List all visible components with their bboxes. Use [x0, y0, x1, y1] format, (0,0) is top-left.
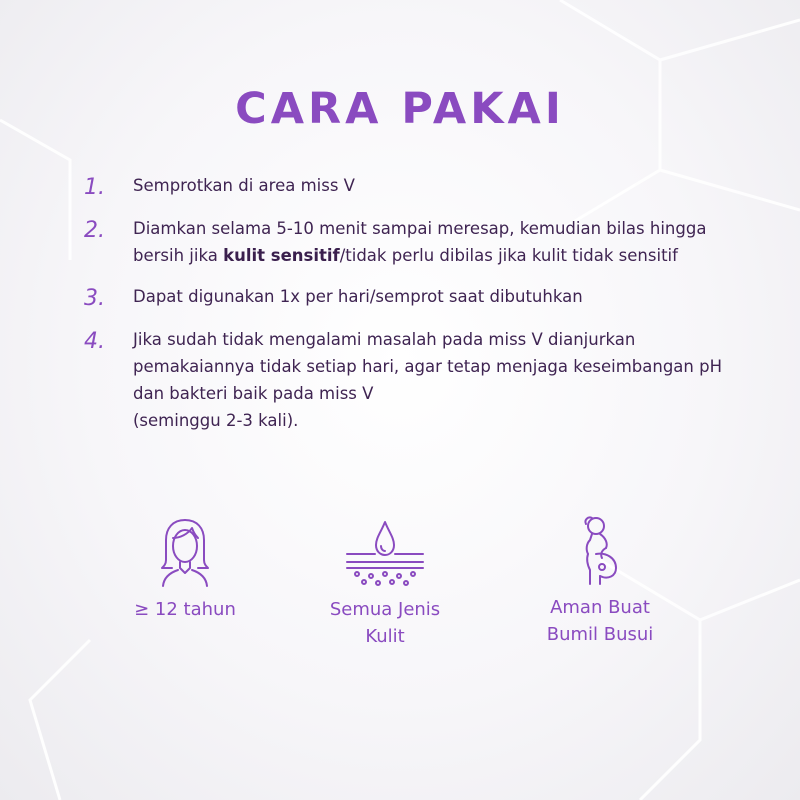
step-text-part: Jika sudah tidak mengalami masalah pada miss V dianjurkan pemakaiannya tidak setiap hari, agar tetap menjaga keseimbangan pH dan bakteri baik pada miss V [133, 330, 722, 403]
step-text-part: (seminggu 2-3 kali). [133, 411, 299, 430]
step-text [133, 215, 734, 269]
list-item [84, 283, 734, 312]
step-text: Semprotkan di area miss V [133, 176, 355, 195]
feature-label-line: Aman Buat [550, 597, 650, 618]
feature-label [310, 596, 460, 650]
step-text-bold: kulit sensitif [223, 246, 340, 265]
feature-label-line: Semua Jenis [329, 599, 441, 620]
step-number: 1. [84, 175, 105, 200]
list-item [84, 215, 734, 269]
step-text-part: /tidak perlu dibilas jika kulit tidak sensitif [339, 246, 678, 265]
feature-skin [310, 516, 460, 650]
feature-age [120, 516, 250, 623]
step-text: Dapat digunakan 1x per hari/semprot saat dibutuhkan [133, 287, 583, 306]
page-title: CARA PAKAI [235, 84, 565, 134]
feature-label-line: Kulit [365, 626, 405, 647]
skin-drop-icon [345, 516, 425, 588]
feature-pregnancy [525, 514, 675, 648]
feature-label [525, 594, 675, 648]
step-number: 2. [84, 218, 105, 243]
list-item [84, 172, 734, 201]
step-text [133, 326, 734, 434]
woman-face-icon [160, 516, 210, 588]
feature-label: ≥ 12 tahun [134, 599, 236, 620]
list-item [84, 326, 734, 434]
instruction-list [84, 172, 734, 448]
step-number: 3. [84, 286, 105, 311]
feature-label-line: Bumil Busui [546, 624, 654, 645]
step-text-part: Diamkan selama 5-10 menit sampai meresap, kemudian bilas hingga bersih jika [133, 219, 707, 265]
pregnant-woman-icon [572, 514, 628, 586]
step-number: 4. [84, 329, 105, 354]
